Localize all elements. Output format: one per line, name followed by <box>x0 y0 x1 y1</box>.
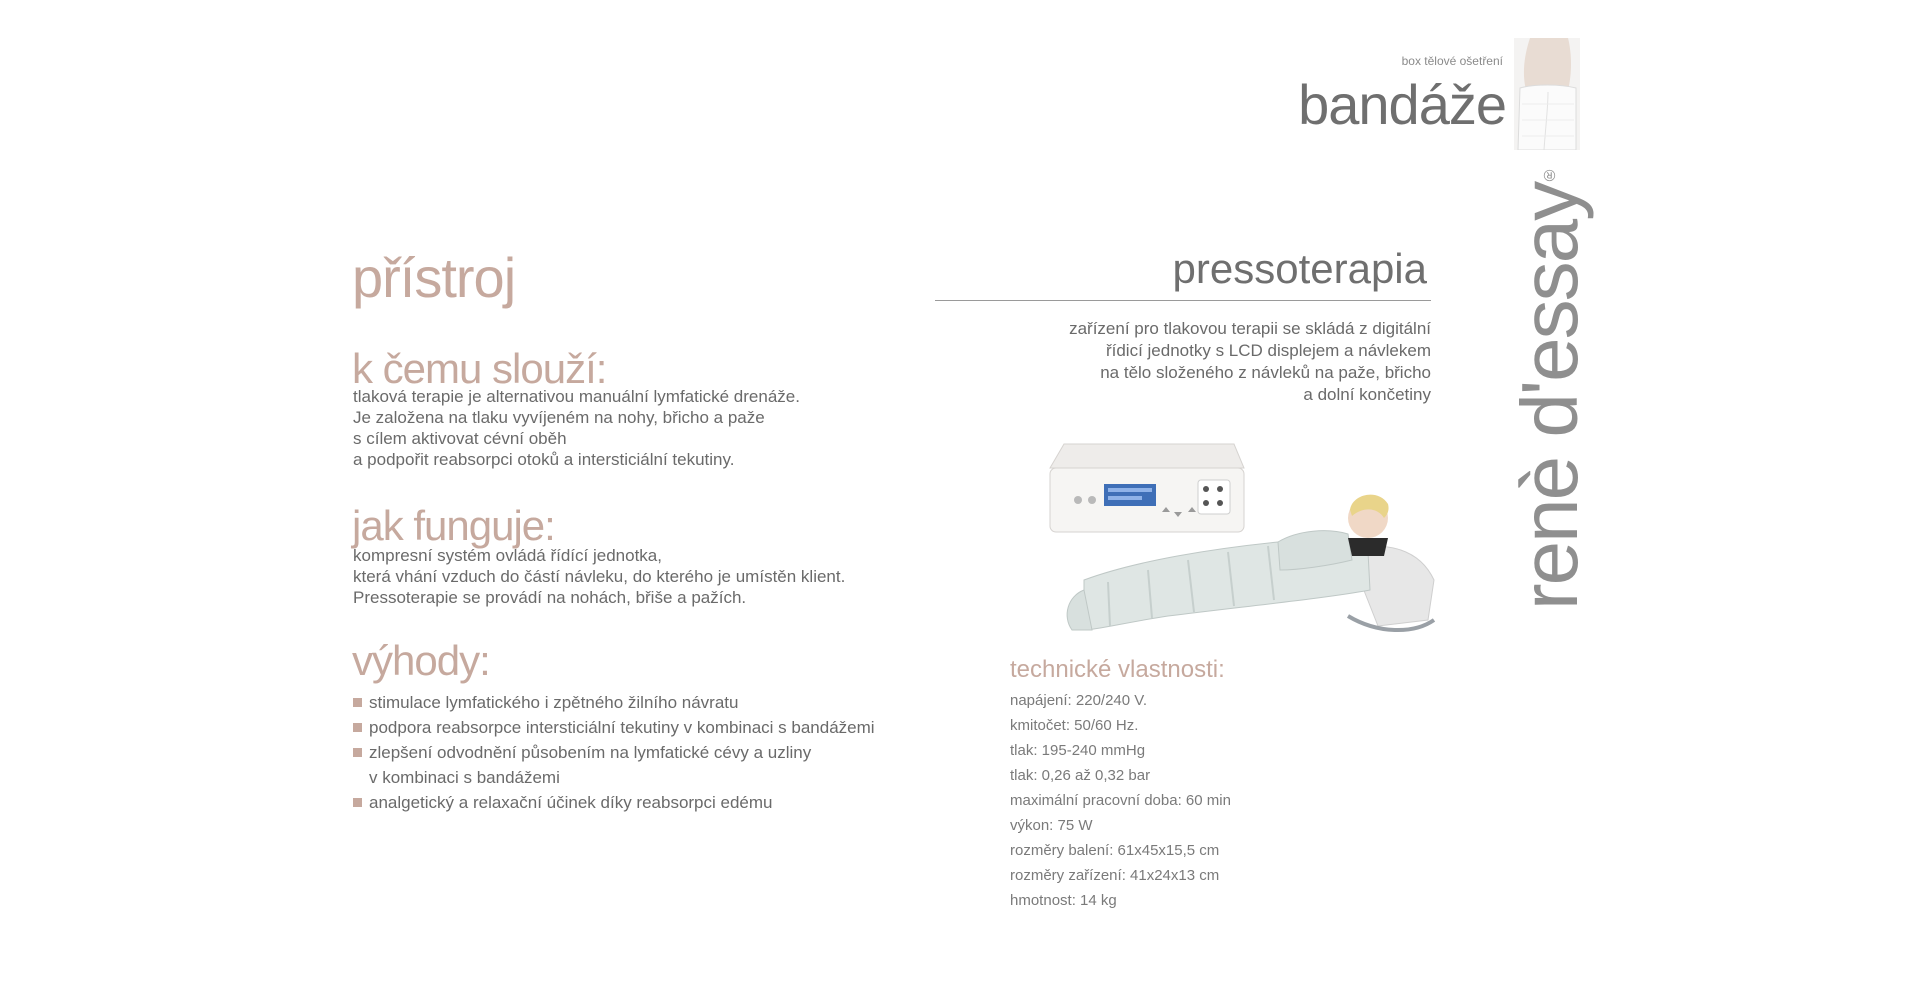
how-line: Pressoterapie se provádí na nohách, břiše a pažích. <box>353 588 747 607</box>
benefit-item: zlepšení odvodnění působením na lymfatické cévy a uzliny <box>353 740 875 765</box>
bandage-thumbnail-image <box>1514 38 1580 150</box>
bullet-square-icon <box>353 723 362 732</box>
tech-spec-item: rozměry balení: 61x45x15,5 cm <box>1010 842 1220 859</box>
description-line: zařízení pro tlakovou terapii se skládá z digitální <box>1069 319 1431 338</box>
registered-mark: ® <box>1541 167 1558 183</box>
brand-wordmark <box>1505 167 1594 610</box>
benefit-item-continuation: v kombinaci s bandážemi <box>369 768 560 787</box>
how-line: která vhání vzduch do částí návleku, do kterého je umístěn klient. <box>353 567 846 586</box>
purpose-line: tlaková terapie je alternativou manuální lymfatické drenáže. <box>353 387 800 406</box>
purpose-text <box>353 386 800 470</box>
benefits-list <box>353 690 875 815</box>
tech-spec-item: tlak: 195-240 mmHg <box>1010 742 1146 759</box>
bullet-square-icon <box>353 798 362 807</box>
how-it-works-heading: jak funguje: <box>352 502 555 549</box>
brand-name: renè d'essay <box>1505 182 1594 610</box>
product-heading: pressoterapia <box>1172 245 1427 292</box>
tech-spec-item: výkon: 75 W <box>1010 817 1093 834</box>
tech-spec-item: tlak: 0,26 až 0,32 bar <box>1010 767 1151 784</box>
device-heading: přístroj <box>352 246 516 309</box>
bullet-square-icon <box>353 748 362 757</box>
tech-spec-item: hmotnost: 14 kg <box>1010 892 1117 909</box>
heading-divider <box>935 300 1431 301</box>
purpose-line: s cílem aktivovat cévní oběh <box>353 429 567 448</box>
product-description <box>1069 318 1431 406</box>
benefit-item: stimulace lymfatického i zpětného žilního návratu <box>353 690 875 715</box>
purpose-line: Je založena na tlaku vyvíjeném na nohy, břicho a paže <box>353 408 765 427</box>
tech-spec-item: napájení: 220/240 V. <box>1010 692 1148 709</box>
purpose-heading: k čemu slouží: <box>352 345 607 392</box>
pressotherapy-device-photo <box>1048 430 1440 637</box>
description-line: řídicí jednotky s LCD displejem a návlekem <box>1105 341 1431 360</box>
how-it-works-text <box>353 545 845 608</box>
benefit-item: podpora reabsorpce intersticiální tekutiny v kombinaci s bandážemi <box>353 715 875 740</box>
description-line: a dolní končetiny <box>1303 385 1431 404</box>
box-label: box tělové ošetření <box>1401 54 1503 68</box>
description-line: na tělo složeného z návleků na paže, břicho <box>1100 363 1431 382</box>
how-line: kompresní systém ovládá řídící jednotka, <box>353 546 662 565</box>
tech-spec-item: rozměry zařízení: 41x24x13 cm <box>1010 867 1220 884</box>
bullet-square-icon <box>353 698 362 707</box>
page-title: bandáže <box>1298 73 1506 136</box>
tech-spec-item: kmitočet: 50/60 Hz. <box>1010 717 1139 734</box>
tech-spec-item: maximální pracovní doba: 60 min <box>1010 792 1231 809</box>
tech-specs-list <box>1010 688 1231 913</box>
purpose-line: a podpořit reabsorpci otoků a intersticiální tekutiny. <box>353 450 735 469</box>
benefits-heading: výhody: <box>352 637 490 684</box>
tech-specs-heading: technické vlastnosti: <box>1010 656 1225 683</box>
benefit-item: analgetický a relaxační účinek díky reabsorpci edému <box>353 790 875 815</box>
